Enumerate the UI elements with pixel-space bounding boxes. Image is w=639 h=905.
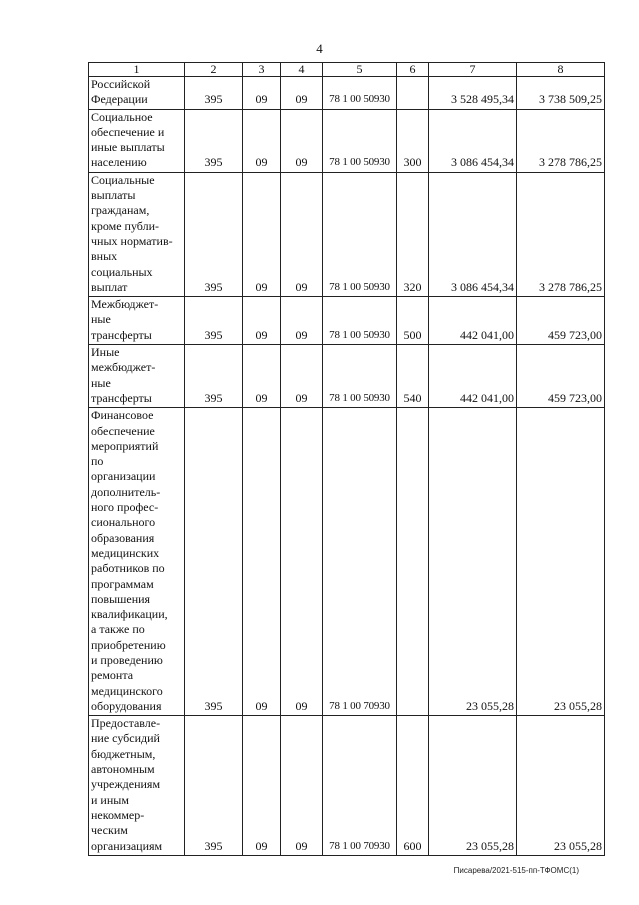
cell-admin-code: 395: [185, 345, 243, 408]
table-row: [89, 408, 605, 716]
item-name-line: квалификации,: [91, 607, 168, 622]
item-name-line: бюджетным,: [91, 746, 156, 761]
cell-expense-type: 500: [397, 297, 429, 345]
item-name-line: и проведению: [91, 652, 163, 667]
cell-item-name: [89, 109, 185, 172]
cell-item-name: [89, 716, 185, 856]
cell-item-name: [89, 77, 185, 110]
cell-admin-code: 395: [185, 297, 243, 345]
cell-amount-year-1: 3 528 495,34: [429, 77, 517, 110]
cell-subsection: 09: [281, 172, 323, 296]
cell-expense-type: [397, 77, 429, 110]
item-name-line: выплаты: [91, 188, 136, 203]
header-cell-8: 8: [517, 63, 605, 77]
header-cell-3: 3: [243, 63, 281, 77]
item-name-line: ного профес-: [91, 500, 159, 515]
cell-target-article: 78 1 00 50930: [323, 297, 397, 345]
item-name-line: и иным: [91, 792, 129, 807]
cell-admin-code: 395: [185, 172, 243, 296]
header-cell-2: 2: [185, 63, 243, 77]
cell-expense-type: 300: [397, 109, 429, 172]
item-name-line: организации: [91, 469, 156, 484]
item-name-line: сионального: [91, 515, 156, 530]
cell-admin-code: 395: [185, 77, 243, 110]
item-name-line: повышения: [91, 591, 151, 606]
item-name-line: ремонта: [91, 668, 134, 683]
item-name-line: обеспечение и: [91, 124, 165, 139]
item-name-line: Российской: [91, 77, 151, 91]
item-name-line: некоммер-: [91, 807, 145, 822]
cell-subsection: 09: [281, 297, 323, 345]
cell-amount-year-1: 442 041,00: [429, 297, 517, 345]
item-name-line: медицинских: [91, 545, 160, 560]
cell-amount-year-2: 3 738 509,25: [517, 77, 605, 110]
cell-subsection: 09: [281, 716, 323, 856]
item-name-line: чных норматив-: [91, 233, 173, 248]
header-cell-6: 6: [397, 63, 429, 77]
header-cell-5: 5: [323, 63, 397, 77]
cell-amount-year-2: 3 278 786,25: [517, 172, 605, 296]
item-name-line: работников по: [91, 561, 165, 576]
cell-expense-type: [397, 408, 429, 716]
header-cell-1: 1: [89, 63, 185, 77]
item-name-line: Социальные: [91, 172, 155, 187]
cell-section: 09: [243, 297, 281, 345]
page-number: 4: [316, 41, 323, 56]
item-name-line: вных: [91, 249, 118, 264]
cell-amount-year-1: 3 086 454,34: [429, 109, 517, 172]
cell-amount-year-1: 23 055,28: [429, 716, 517, 856]
cell-item-name: [89, 408, 185, 716]
cell-amount-year-1: 23 055,28: [429, 408, 517, 716]
item-name-line: ческим: [91, 823, 128, 838]
item-name-line: оборудования: [91, 698, 162, 713]
item-name-line: межбюджет-: [91, 360, 156, 375]
table-row: [89, 345, 605, 408]
cell-target-article: 78 1 00 50930: [323, 77, 397, 110]
item-name-line: Финансовое: [91, 408, 154, 423]
item-name-line: иные выплаты: [91, 140, 165, 155]
item-name-line: обеспечение: [91, 423, 155, 438]
item-name-line: медицинского: [91, 683, 163, 698]
cell-target-article: 78 1 00 70930: [323, 408, 397, 716]
cell-target-article: 78 1 00 50930: [323, 109, 397, 172]
cell-amount-year-2: 459 723,00: [517, 345, 605, 408]
cell-admin-code: 395: [185, 109, 243, 172]
table-row: [89, 77, 605, 110]
cell-section: 09: [243, 172, 281, 296]
cell-target-article: 78 1 00 70930: [323, 716, 397, 856]
item-name-line: мероприятий: [91, 438, 159, 453]
cell-subsection: 09: [281, 77, 323, 110]
item-name-line: по: [91, 454, 104, 469]
item-name-line: Иные: [91, 345, 120, 360]
cell-amount-year-2: 23 055,28: [517, 716, 605, 856]
header-cell-4: 4: [281, 63, 323, 77]
cell-subsection: 09: [281, 408, 323, 716]
cell-amount-year-2: 459 723,00: [517, 297, 605, 345]
cell-amount-year-1: 442 041,00: [429, 345, 517, 408]
item-name-line: Предоставле-: [91, 716, 161, 731]
cell-subsection: 09: [281, 345, 323, 408]
item-name-line: ние субсидий: [91, 731, 160, 746]
item-name-line: автономным: [91, 762, 155, 777]
cell-target-article: 78 1 00 50930: [323, 345, 397, 408]
item-name-line: программам: [91, 576, 154, 591]
item-name-line: трансферты: [91, 327, 152, 342]
item-name-line: трансферты: [91, 390, 152, 405]
table-row: [89, 297, 605, 345]
cell-section: 09: [243, 109, 281, 172]
item-name-line: гражданам,: [91, 203, 150, 218]
cell-item-name: [89, 297, 185, 345]
item-name-line: социальных: [91, 264, 153, 279]
table-row: [89, 172, 605, 296]
item-name-line: ные: [91, 375, 111, 390]
item-name-line: населению: [91, 155, 147, 170]
item-name-line: ные: [91, 312, 111, 327]
item-name-line: Федерации: [91, 92, 148, 107]
table-body: [89, 63, 605, 856]
cell-section: 09: [243, 345, 281, 408]
footer-document-id: Писарева/2021-515-пп-ТФОМС(1): [453, 866, 579, 875]
cell-subsection: 09: [281, 109, 323, 172]
budget-table: [88, 62, 605, 856]
item-name-line: а также по: [91, 622, 145, 637]
table-row: [89, 716, 605, 856]
cell-section: 09: [243, 77, 281, 110]
cell-section: 09: [243, 408, 281, 716]
item-name-line: Межбюджет-: [91, 297, 159, 312]
item-name-line: выплат: [91, 279, 128, 294]
cell-admin-code: 395: [185, 408, 243, 716]
item-name-line: образования: [91, 530, 155, 545]
cell-amount-year-1: 3 086 454,34: [429, 172, 517, 296]
item-name-line: кроме публи-: [91, 218, 159, 233]
cell-amount-year-2: 3 278 786,25: [517, 109, 605, 172]
cell-expense-type: 320: [397, 172, 429, 296]
cell-expense-type: 540: [397, 345, 429, 408]
item-name-line: Социальное: [91, 109, 153, 124]
cell-target-article: 78 1 00 50930: [323, 172, 397, 296]
item-name-line: организациям: [91, 838, 163, 853]
table-header-row: [89, 63, 605, 77]
header-cell-7: 7: [429, 63, 517, 77]
cell-admin-code: 395: [185, 716, 243, 856]
item-name-line: учреждениям: [91, 777, 161, 792]
item-name-line: приобретению: [91, 637, 166, 652]
item-name-line: дополнитель-: [91, 484, 161, 499]
cell-section: 09: [243, 716, 281, 856]
table-row: [89, 109, 605, 172]
cell-item-name: [89, 172, 185, 296]
cell-amount-year-2: 23 055,28: [517, 408, 605, 716]
cell-expense-type: 600: [397, 716, 429, 856]
cell-item-name: [89, 345, 185, 408]
